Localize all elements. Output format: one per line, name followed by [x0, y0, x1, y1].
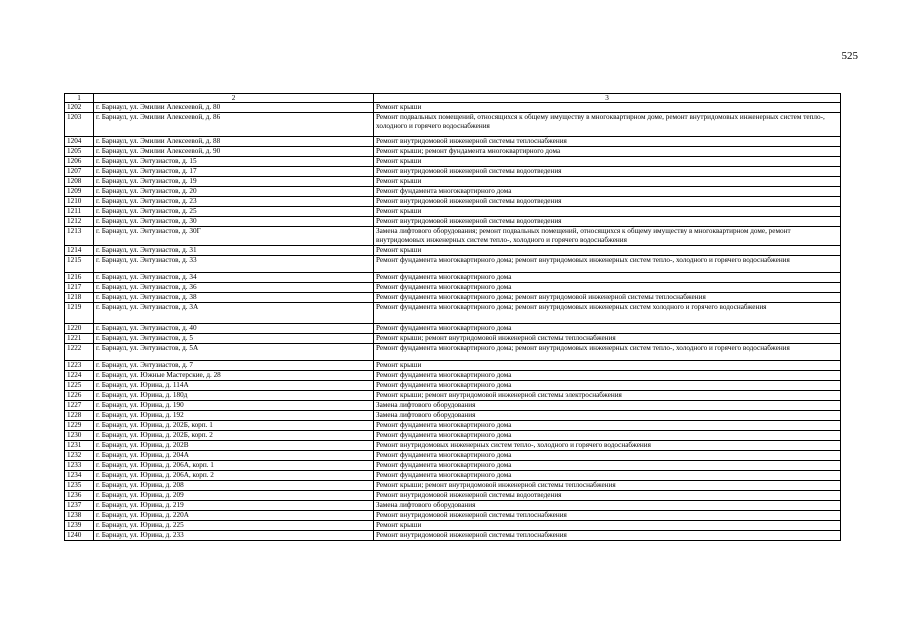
table-row	[65, 344, 841, 361]
row-number-cell: 1205	[65, 147, 94, 157]
column-number-header-row	[65, 94, 841, 103]
table-row	[65, 227, 841, 246]
works-cell: Ремонт фундамента многоквартирного дома	[374, 273, 841, 283]
row-number-cell: 1234	[65, 471, 94, 481]
row-number-cell: 1216	[65, 273, 94, 283]
works-cell: Ремонт крыши; ремонт внутридомовой инженерной системы теплоснабжения	[374, 481, 841, 491]
address-cell: г. Барнаул, ул. Энтузиастов, д. 38	[94, 293, 374, 303]
address-cell: г. Барнаул, ул. Эмилии Алексеевой, д. 90	[94, 147, 374, 157]
row-number-cell: 1228	[65, 411, 94, 421]
header-cell-3: 3	[374, 94, 841, 103]
address-cell: г. Барнаул, ул. Энтузиастов, д. 30Г	[94, 227, 374, 246]
row-number-cell: 1220	[65, 324, 94, 334]
address-cell: г. Барнаул, ул. Энтузиастов, д. 15	[94, 157, 374, 167]
table-row	[65, 471, 841, 481]
table-row	[65, 441, 841, 451]
row-number-cell: 1236	[65, 491, 94, 501]
works-cell: Ремонт крыши	[374, 207, 841, 217]
works-cell: Ремонт внутридомовой инженерной системы теплоснабжения	[374, 511, 841, 521]
table-row	[65, 461, 841, 471]
table-row	[65, 303, 841, 324]
repair-registry-table	[64, 93, 841, 541]
address-cell: г. Барнаул, ул. Эмилии Алексеевой, д. 86	[94, 113, 374, 137]
works-cell: Ремонт крыши	[374, 103, 841, 113]
table-row	[65, 451, 841, 461]
row-number-cell: 1233	[65, 461, 94, 471]
header-cell-1: 1	[65, 94, 94, 103]
address-cell: г. Барнаул, ул. Юрина, д. 202Б, корп. 2	[94, 431, 374, 441]
table-row	[65, 521, 841, 531]
works-cell: Ремонт фундамента многоквартирного дома	[374, 431, 841, 441]
works-cell: Ремонт внутридомовой инженерной системы теплоснабжения	[374, 531, 841, 541]
table-row	[65, 217, 841, 227]
address-cell: г. Барнаул, ул. Юрина, д. 202Б, корп. 1	[94, 421, 374, 431]
address-cell: г. Барнаул, ул. Юрина, д. 233	[94, 531, 374, 541]
address-cell: г. Барнаул, ул. Энтузиастов, д. 31	[94, 246, 374, 256]
address-cell: г. Барнаул, ул. Энтузиастов, д. 5А	[94, 344, 374, 361]
row-number-cell: 1222	[65, 344, 94, 361]
table-row	[65, 431, 841, 441]
address-cell: г. Барнаул, ул. Юрина, д. 206А, корп. 1	[94, 461, 374, 471]
works-cell: Ремонт фундамента многоквартирного дома	[374, 324, 841, 334]
table-row	[65, 177, 841, 187]
address-cell: г. Барнаул, ул. Юрина, д. 190	[94, 401, 374, 411]
row-number-cell: 1239	[65, 521, 94, 531]
table-row	[65, 197, 841, 207]
row-number-cell: 1230	[65, 431, 94, 441]
address-cell: г. Барнаул, ул. Эмилии Алексеевой, д. 88	[94, 137, 374, 147]
table-row	[65, 531, 841, 541]
works-cell: Ремонт крыши	[374, 157, 841, 167]
table-row	[65, 501, 841, 511]
works-cell: Ремонт фундамента многоквартирного дома; ремонт внутридомовых инженерных систем холодного и горячего водоснабжения	[374, 303, 841, 324]
row-number-cell: 1217	[65, 283, 94, 293]
row-number-cell: 1224	[65, 371, 94, 381]
works-cell: Ремонт фундамента многоквартирного дома	[374, 461, 841, 471]
works-cell: Ремонт внутридомовой инженерной системы водоотведения	[374, 491, 841, 501]
row-number-cell: 1235	[65, 481, 94, 491]
row-number-cell: 1232	[65, 451, 94, 461]
works-cell: Замена лифтового оборудования	[374, 411, 841, 421]
row-number-cell: 1215	[65, 256, 94, 273]
address-cell: г. Барнаул, ул. Энтузиастов, д. 20	[94, 187, 374, 197]
row-number-cell: 1225	[65, 381, 94, 391]
works-cell: Ремонт фундамента многоквартирного дома	[374, 451, 841, 461]
row-number-cell: 1231	[65, 441, 94, 451]
address-cell: г. Барнаул, ул. Юрина, д. 192	[94, 411, 374, 421]
address-cell: г. Барнаул, ул. Энтузиастов, д. 5	[94, 334, 374, 344]
works-cell: Ремонт крыши; ремонт внутридомовой инженерной системы электроснабжения	[374, 391, 841, 401]
works-cell: Ремонт подвальных помещений, относящихся к общему имуществу в многоквартирном доме, ремонт внутридомовых инженерных систем тепло-, холодного и горячего водоснабжения	[374, 113, 841, 137]
table-row	[65, 324, 841, 334]
row-number-cell: 1221	[65, 334, 94, 344]
row-number-cell: 1204	[65, 137, 94, 147]
table-row	[65, 391, 841, 401]
row-number-cell: 1210	[65, 197, 94, 207]
table-row	[65, 481, 841, 491]
row-number-cell: 1238	[65, 511, 94, 521]
table-row	[65, 273, 841, 283]
works-cell: Ремонт фундамента многоквартирного дома; ремонт внутридомовых инженерных систем тепло-, холодного и горячего водоснабжения	[374, 344, 841, 361]
address-cell: г. Барнаул, ул. Юрина, д. 209	[94, 491, 374, 501]
table-row	[65, 137, 841, 147]
works-cell: Ремонт крыши	[374, 361, 841, 371]
address-cell: г. Барнаул, ул. Юрина, д. 220А	[94, 511, 374, 521]
works-cell: Ремонт фундамента многоквартирного дома; ремонт внутридомовой инженерной системы теплоснабжения	[374, 293, 841, 303]
address-cell: г. Барнаул, ул. Южные Мастерские, д. 28	[94, 371, 374, 381]
table-row	[65, 187, 841, 197]
table-row	[65, 334, 841, 344]
table-row	[65, 113, 841, 137]
table-row	[65, 207, 841, 217]
table-row	[65, 256, 841, 273]
address-cell: г. Барнаул, ул. Энтузиастов, д. 7	[94, 361, 374, 371]
table-row	[65, 167, 841, 177]
page-number: 525	[841, 50, 858, 62]
row-number-cell: 1211	[65, 207, 94, 217]
works-cell: Ремонт фундамента многоквартирного дома	[374, 283, 841, 293]
address-cell: г. Барнаул, ул. Энтузиастов, д. 40	[94, 324, 374, 334]
address-cell: г. Барнаул, ул. Энтузиастов, д. 33	[94, 256, 374, 273]
address-cell: г. Барнаул, ул. Энтузиастов, д. 25	[94, 207, 374, 217]
works-cell: Ремонт фундамента многоквартирного дома	[374, 187, 841, 197]
address-cell: г. Барнаул, ул. Энтузиастов, д. 30	[94, 217, 374, 227]
row-number-cell: 1207	[65, 167, 94, 177]
table-row	[65, 491, 841, 501]
address-cell: г. Барнаул, ул. Энтузиастов, д. 17	[94, 167, 374, 177]
works-cell: Ремонт внутридомовой инженерной системы водоотведения	[374, 217, 841, 227]
works-cell: Ремонт внутридомовой инженерной системы водоотведения	[374, 167, 841, 177]
table-row	[65, 103, 841, 113]
works-cell: Ремонт фундамента многоквартирного дома	[374, 471, 841, 481]
row-number-cell: 1214	[65, 246, 94, 256]
header-cell-2: 2	[94, 94, 374, 103]
address-cell: г. Барнаул, ул. Юрина, д. 206А, корп. 2	[94, 471, 374, 481]
works-cell: Замена лифтового оборудования; ремонт подвальных помещений, относящихся к общему имуществу в многоквартирном доме, ремонт внутридомовых инженерных систем тепло-, холодного и горячего водоснабжения	[374, 227, 841, 246]
table-row	[65, 361, 841, 371]
works-cell: Замена лифтового оборудования	[374, 501, 841, 511]
table-row	[65, 411, 841, 421]
address-cell: г. Барнаул, ул. Юрина, д. 114А	[94, 381, 374, 391]
row-number-cell: 1218	[65, 293, 94, 303]
works-cell: Ремонт внутридомовых инженерных систем тепло-, холодного и горячего водоснабжения	[374, 441, 841, 451]
row-number-cell: 1206	[65, 157, 94, 167]
row-number-cell: 1213	[65, 227, 94, 246]
works-cell: Замена лифтового оборудования	[374, 401, 841, 411]
works-cell: Ремонт крыши	[374, 521, 841, 531]
works-cell: Ремонт крыши; ремонт фундамента многоквартирного дома	[374, 147, 841, 157]
works-cell: Ремонт фундамента многоквартирного дома; ремонт внутридомовых инженерных систем тепло-, холодного и горячего водоснабжения	[374, 256, 841, 273]
row-number-cell: 1219	[65, 303, 94, 324]
row-number-cell: 1212	[65, 217, 94, 227]
address-cell: г. Барнаул, ул. Юрина, д. 204А	[94, 451, 374, 461]
table-row	[65, 293, 841, 303]
address-cell: г. Барнаул, ул. Эмилии Алексеевой, д. 80	[94, 103, 374, 113]
table-row	[65, 283, 841, 293]
row-number-cell: 1240	[65, 531, 94, 541]
works-cell: Ремонт внутридомовой инженерной системы водоотведения	[374, 197, 841, 207]
address-cell: г. Барнаул, ул. Энтузиастов, д. 23	[94, 197, 374, 207]
row-number-cell: 1202	[65, 103, 94, 113]
row-number-cell: 1223	[65, 361, 94, 371]
address-cell: г. Барнаул, ул. Энтузиастов, д. 36	[94, 283, 374, 293]
row-number-cell: 1227	[65, 401, 94, 411]
row-number-cell: 1229	[65, 421, 94, 431]
table-row	[65, 371, 841, 381]
row-number-cell: 1209	[65, 187, 94, 197]
table-row	[65, 157, 841, 167]
works-cell: Ремонт фундамента многоквартирного дома	[374, 421, 841, 431]
works-cell: Ремонт фундамента многоквартирного дома	[374, 381, 841, 391]
row-number-cell: 1208	[65, 177, 94, 187]
table-row	[65, 511, 841, 521]
works-cell: Ремонт крыши	[374, 246, 841, 256]
table-row	[65, 246, 841, 256]
row-number-cell: 1203	[65, 113, 94, 137]
row-number-cell: 1237	[65, 501, 94, 511]
address-cell: г. Барнаул, ул. Юрина, д. 180д	[94, 391, 374, 401]
address-cell: г. Барнаул, ул. Юрина, д. 208	[94, 481, 374, 491]
table-row	[65, 381, 841, 391]
address-cell: г. Барнаул, ул. Энтузиастов, д. 19	[94, 177, 374, 187]
works-cell: Ремонт внутридомовой инженерной системы теплоснабжения	[374, 137, 841, 147]
table-row	[65, 401, 841, 411]
works-cell: Ремонт фундамента многоквартирного дома	[374, 371, 841, 381]
table-body	[65, 94, 841, 541]
row-number-cell: 1226	[65, 391, 94, 401]
address-cell: г. Барнаул, ул. Юрина, д. 225	[94, 521, 374, 531]
address-cell: г. Барнаул, ул. Юрина, д. 202В	[94, 441, 374, 451]
address-cell: г. Барнаул, ул. Юрина, д. 219	[94, 501, 374, 511]
table-row	[65, 147, 841, 157]
table-row	[65, 421, 841, 431]
works-cell: Ремонт крыши; ремонт внутридомовой инженерной системы теплоснабжения	[374, 334, 841, 344]
address-cell: г. Барнаул, ул. Энтузиастов, д. 34	[94, 273, 374, 283]
works-cell: Ремонт крыши	[374, 177, 841, 187]
address-cell: г. Барнаул, ул. Энтузиастов, д. 3А	[94, 303, 374, 324]
